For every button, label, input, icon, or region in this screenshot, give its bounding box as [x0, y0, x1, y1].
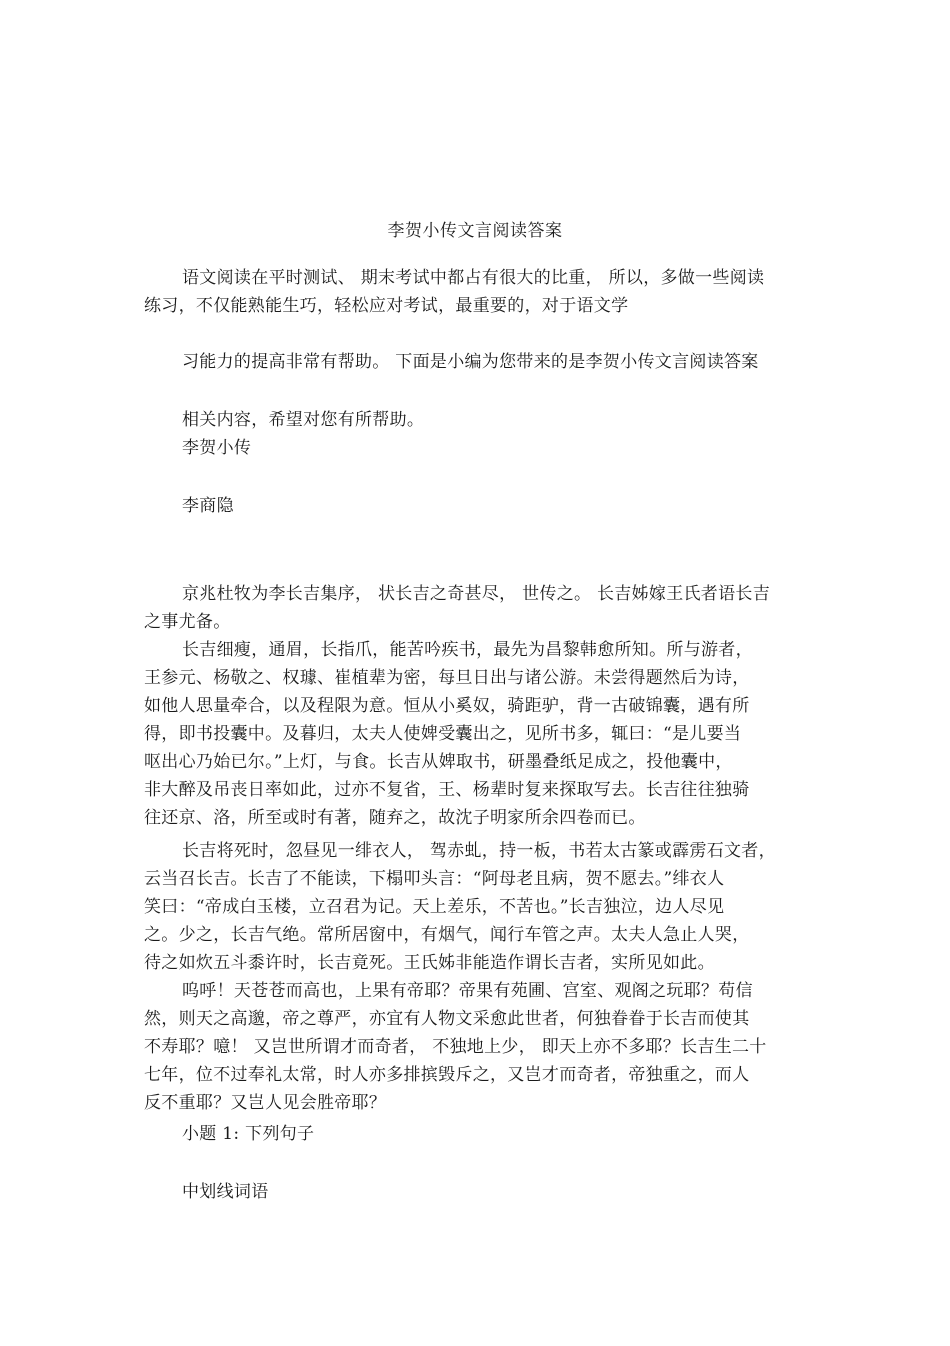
text-line: 长吉细瘦，通眉，长指爪，能苦吟疾书，最先为昌黎韩愈所知。所与游者，: [182, 640, 753, 660]
text-line: 呜呼！天苍苍而高也，上果有帝耶？帝果有苑圃、宫室、观阁之玩耶？苟信: [182, 981, 753, 1001]
text-line: 习能力的提高非常有帮助。 下面是小编为您带来的是李贺小传文言阅读答案: [182, 352, 759, 372]
text-line: 中划线词语: [182, 1182, 269, 1202]
text-line: 练习，不仅能熟能生巧，轻松应对考试，最重要的，对于语文学: [144, 296, 629, 316]
text-line: 待之如炊五斗黍许时，长吉竟死。王氏姊非能造作谓长吉者，实所见如此。: [144, 953, 715, 973]
text-line: 反不重耶？又岂人见会胜帝耶？: [144, 1093, 387, 1113]
text-line: 王参元、杨敬之、权璩、崔植辈为密，每旦日出与诸公游。未尝得题然后为诗，: [144, 668, 750, 688]
text-line: 李贺小传: [182, 438, 252, 458]
text-line: 往还京、洛，所至或时有著，随弃之，故沈子明家所余四卷而已。: [144, 808, 646, 828]
text-line: 云当召长吉。长吉了不能读，下榻叩头言：“阿母老且病，贺不愿去。”绯衣人: [144, 869, 725, 889]
text-line: 如他人思量牵合，以及程限为意。恒从小奚奴，骑距驴，背一古破锦囊，遇有所: [144, 696, 750, 716]
text-line: 然，则天之高邈，帝之尊严，亦宜有人物文采愈此世者，何独眷眷于长吉而使其: [144, 1009, 750, 1029]
text-line: 长吉将死时，忽昼见一绯衣人， 驾赤虬，持一板，书若太古篆或霹雳石文者，: [182, 841, 776, 861]
text-line: 之。少之，长吉气绝。常所居窗中，有烟气，闻行车管之声。太夫人急止人哭，: [144, 925, 750, 945]
text-line: 语文阅读在平时测试、 期末考试中都占有很大的比重， 所以，多做一些阅读: [182, 268, 765, 288]
text-line: 非大醉及吊丧日率如此，过亦不复省，王、杨辈时复来探取写去。长吉往往独骑: [144, 780, 750, 800]
text-line: 得，即书投囊中。及暮归，太夫人使婢受囊出之，见所书多，辄曰：“是儿要当: [144, 724, 742, 744]
text-line: 之事尤备。: [144, 612, 231, 632]
text-line: 京兆杜牧为李长吉集序， 状长吉之奇甚尽， 世传之。 长吉姊嫁王氏者语长吉: [182, 584, 771, 604]
text-line: 呕出心乃始已尔。”上灯，与食。长吉从婢取书，研墨叠纸足成之，投他囊中，: [144, 752, 733, 772]
document-title: 李贺小传文言阅读答案: [387, 221, 563, 241]
text-line: 相关内容，希望对您有所帮助。: [182, 410, 425, 430]
text-line: 小题 1: 下列句子: [182, 1124, 315, 1144]
text-line: 笑曰：“帝成白玉楼，立召君为记。天上差乐，不苦也。”长吉独泣，边人尽见: [144, 897, 725, 917]
text-line: 七年，位不过奉礼太常，时人亦多排摈毁斥之，又岂才而奇者，帝独重之，而人: [144, 1065, 750, 1085]
text-line: 李商隐: [182, 496, 234, 516]
text-line: 不寿耶？噫！ 又岂世所谓才而奇者， 不独地上少， 即天上亦不多耶？长吉生二十: [144, 1037, 767, 1057]
